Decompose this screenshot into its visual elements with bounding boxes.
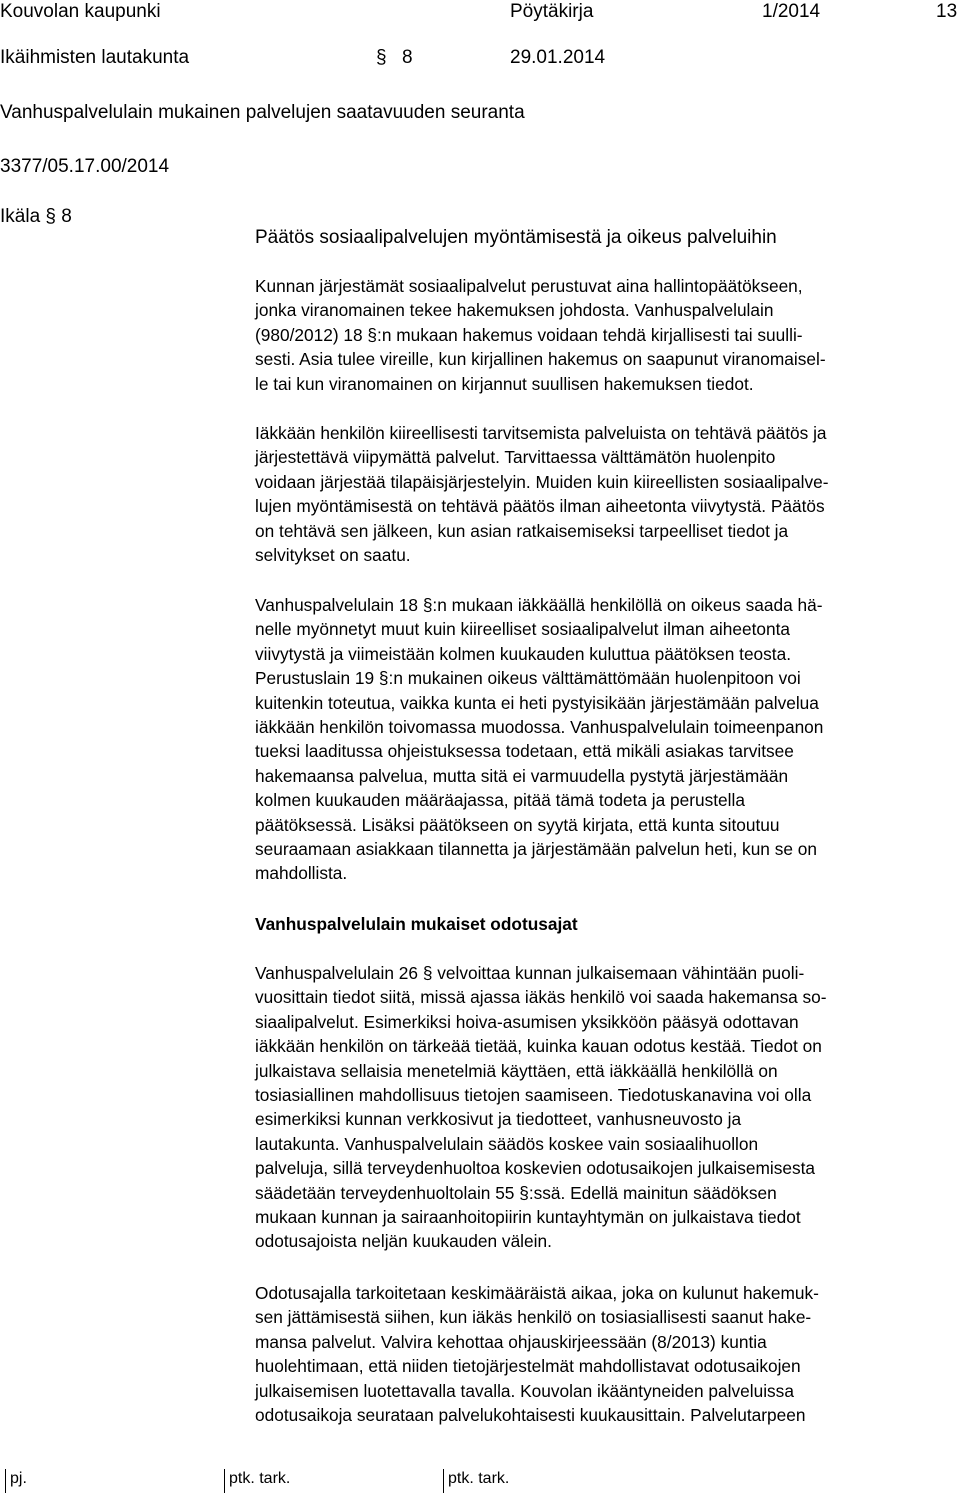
text-line: seuraamaan asiakkaan tilannetta ja järjestämään palvelun heti, kun se on	[255, 839, 817, 860]
text-line: viivytystä ja viimeistään kolmen kuukauden kuluttua päätöksen teosta.	[255, 643, 792, 664]
text-line: mukaan kunnan ja sairaanhoitopiirin kuntayhtymän on julkaistava tiedot	[255, 1207, 801, 1228]
section-sign: §	[376, 47, 387, 68]
text-line: Vanhuspalvelulain 26 § velvoittaa kunnan julkaisemaan vähintään puoli-	[255, 963, 805, 983]
text-line: palveluja, sillä terveydenhuoltoa koskevien odotusaikojen julkaisemisesta	[255, 1158, 816, 1179]
text-line: voidaan järjestää tilapäisjärjestelyin. Muiden kuin kiireellisten sosiaalipalve-	[255, 471, 829, 492]
text-line: lautakunta. Vanhuspalvelulain säädös koskee vain sosiaalihuollon	[255, 1133, 759, 1154]
meeting-date: 29.01.2014	[510, 47, 606, 68]
page-number: 13	[936, 1, 958, 22]
text-line: le tai kun viranomainen on kirjannut suullisen hakemuksen tiedot.	[255, 373, 754, 394]
footer-minutes-checker-1: ptk. tark.	[224, 1469, 290, 1493]
text-line: mahdollista.	[255, 863, 348, 884]
section-reference-label: Ikäla	[0, 206, 41, 227]
text-line: Iäkkään henkilön kiireellisesti tarvitsemista palveluista on tehtävä päätös ja	[255, 423, 827, 443]
text-line: on tehtävä sen jälkeen, kun asian ratkaisemiseksi tarpeelliset tiedot ja	[255, 520, 789, 541]
text-line: iäkkään henkilön on tärkeää tietää, kuinka kauan odotus kestää. Tiedot on	[255, 1036, 822, 1057]
text-line: järjestettävä viipymättä palvelut. Tarvittaessa välttämätön huolenpito	[255, 447, 776, 468]
document-type: Pöytäkirja	[510, 1, 594, 22]
text-line: sen jättämisestä siihen, kun iäkäs henkilö on tosiasiallisesti saanut hake-	[255, 1307, 812, 1328]
record-id: 3377/05.17.00/2014	[0, 156, 170, 177]
section-reference-number: 8	[61, 206, 72, 227]
text-line: kuitenkin toteutua, vaikka kunta ei heti pystyisikään järjestämään palvelua	[255, 692, 819, 713]
text-line: mansa palvelut. Valvira kehottaa ohjauskirjeessään (8/2013) kuntia	[255, 1331, 767, 1352]
paragraph-1	[255, 274, 955, 396]
organization-name: Kouvolan kaupunki	[0, 1, 161, 22]
text-line: Vanhuspalvelulain 18 §:n mukaan iäkkäällä henkilöllä on oikeus saada hä-	[255, 595, 823, 615]
text-line: tosiasiallinen mahdollisuus tietojen saamiseen. Tiedotuskanavina voi olla	[255, 1085, 812, 1106]
section-sign: §	[45, 206, 56, 227]
text-line: (980/2012) 18 §:n mukaan hakemus voidaan tehdä kirjallisesti tai suulli-	[255, 324, 803, 345]
paragraph-4	[255, 961, 955, 1254]
text-line: siaalipalvelut. Esimerkiksi hoiva-asumisen yksikköön pääsyä odottavan	[255, 1011, 799, 1032]
text-line: kolmen kuukauden määräajassa, pitää tämä todeta ja perustella	[255, 790, 745, 811]
text-line: odotusaikoja seurataan palvelukohtaisesti kuukausittain. Palvelutarpeen	[255, 1405, 806, 1426]
text-line: nelle myönnetyt muut kuin kiireelliset sosiaalipalvelut ilman aiheetonta	[255, 619, 791, 640]
section-number: 8	[402, 47, 413, 68]
footer-minutes-checker-2: ptk. tark.	[443, 1469, 509, 1493]
paragraph-5	[255, 1281, 955, 1427]
text-line: päätöksessä. Lisäksi päätökseen on syytä kirjata, että kunta sitoutuu	[255, 814, 780, 835]
text-line: jonka viranomainen tekee hakemuksen johdosta. Vanhuspalvelulain	[255, 300, 774, 321]
footer-chair-initials: pj.	[5, 1469, 27, 1493]
text-line: sesti. Asia tulee vireille, kun kirjallinen hakemus on saapunut viranomaisel-	[255, 349, 826, 370]
heading-text: Vanhuspalvelulain mukaiset odotusajat	[255, 914, 578, 934]
text-line: vuosittain tiedot siitä, missä ajassa iäkäs henkilö voi saada hakemansa so-	[255, 987, 827, 1008]
text-line: lujen myöntämisestä on tehtävä päätös ilman aiheetonta viivytystä. Päätös	[255, 496, 825, 517]
text-line: tueksi laaditussa ohjeistuksessa todetaan, että mikäli asiakas tarvitsee	[255, 741, 794, 762]
text-line: Perustuslain 19 §:n mukainen oikeus välttämättömään huolenpitoon voi	[255, 668, 801, 689]
committee-name: Ikäihmisten lautakunta	[0, 47, 190, 68]
text-line: julkaisemisen luotettavalla tavalla. Kouvolan ikääntyneiden palveluissa	[255, 1380, 794, 1401]
document-number: 1/2014	[762, 1, 821, 22]
text-line: hakemaansa palvelua, mutta sitä ei varmuudella pystytä järjestämään	[255, 765, 789, 786]
text-line: iäkkään henkilön toivomassa muodossa. Vanhuspalvelulain toimeenpanon	[255, 717, 824, 738]
text-line: odotusajoista neljän kuukauden välein.	[255, 1231, 552, 1252]
text-line: julkaistava sellaisia menetelmiä käyttäen, että iäkkäällä henkilöllä on	[255, 1060, 778, 1081]
text-line: esimerkiksi kunnan verkkosivut ja tiedotteet, vanhusneuvosto ja	[255, 1109, 742, 1130]
section-heading-waiting-times	[255, 912, 955, 936]
heading-text: Päätös sosiaalipalvelujen myöntämisestä ja oikeus palveluihin	[255, 227, 777, 248]
section-reference	[0, 205, 72, 229]
paragraph-3	[255, 593, 955, 886]
case-title: Vanhuspalvelulain mukainen palvelujen saatavuuden seuranta	[0, 102, 525, 123]
text-line: säädetään terveydenhuoltolain 55 §:ssä. Edellä mainitun säädöksen	[255, 1182, 777, 1203]
text-line: Kunnan järjestämät sosiaalipalvelut perustuvat aina hallintopäätökseen,	[255, 276, 803, 296]
text-line: selvitykset on saatu.	[255, 545, 411, 566]
paragraph-2	[255, 421, 955, 567]
section-heading-decisions	[255, 226, 955, 250]
text-line: Odotusajalla tarkoitetaan keskimääräistä aikaa, joka on kulunut hakemuk-	[255, 1283, 819, 1303]
text-line: huolehtimaan, että niiden tietojärjestelmät mahdollistavat odotusaikojen	[255, 1356, 801, 1377]
